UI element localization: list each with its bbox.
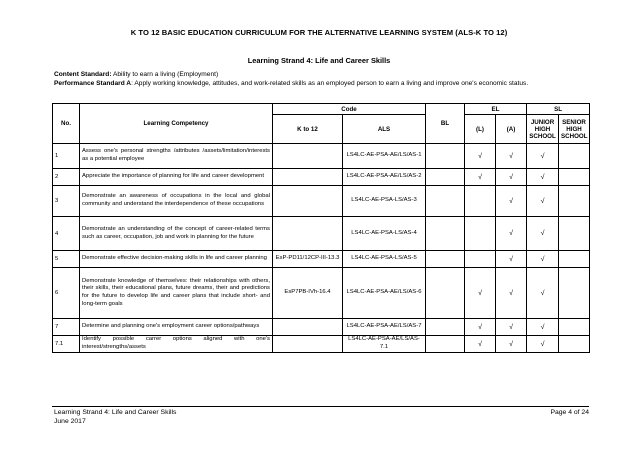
- header-competency: Learning Competency: [80, 104, 273, 144]
- sl-shs-cell: [559, 144, 590, 169]
- el-l-cell: [465, 186, 496, 217]
- el-a-cell-check-mark: √: [496, 217, 527, 251]
- performance-standard: [54, 80, 589, 89]
- k12-code: [273, 186, 343, 217]
- header-l: (L): [465, 115, 496, 144]
- el-l-cell-check-mark: √: [465, 319, 496, 336]
- als-code: LS4LC-AE-PSA-AE/LS/AS-7.1: [343, 336, 426, 353]
- el-a-cell-check-mark: √: [496, 336, 527, 353]
- bl-cell: [426, 319, 465, 336]
- header-no: No.: [53, 104, 80, 144]
- sl-shs-cell: [559, 336, 590, 353]
- content-standard-label: Content Standard:: [54, 71, 112, 78]
- sl-jhs-cell-check-mark: √: [527, 268, 559, 319]
- competency-table: [52, 103, 590, 353]
- als-code: LS4LC-AE-PSA-LS/AS-3: [343, 186, 426, 217]
- row-number: 6: [53, 268, 80, 319]
- table-row: [53, 336, 590, 353]
- footer-strand: Learning Strand 4: Life and Career Skills: [54, 409, 177, 416]
- bl-cell: [426, 217, 465, 251]
- performance-standard-text: : Apply working knowledge, attitudes, and work-related skills as an employed person to earn a living and improve one's economic status.: [131, 79, 529, 87]
- el-a-cell-check-mark: √: [496, 186, 527, 217]
- table-row: [53, 217, 590, 251]
- el-l-cell: [465, 251, 496, 268]
- k12-code: [273, 169, 343, 186]
- header-bl: BL: [426, 104, 465, 144]
- k12-code: [273, 144, 343, 169]
- sl-jhs-cell-check-mark: √: [527, 217, 559, 251]
- sl-shs-cell: [559, 268, 590, 319]
- sl-shs-cell: [559, 217, 590, 251]
- k12-code: EsP7PB-IVh-16.4: [273, 268, 343, 319]
- als-code: LS4LC-AE-PSA-LS/AS-4: [343, 217, 426, 251]
- row-number: 4: [53, 217, 80, 251]
- als-code: LS4LC-AE-PSA-AE/LS/AS-7: [343, 319, 426, 336]
- el-a-cell-check-mark: √: [496, 319, 527, 336]
- row-number: 3: [53, 186, 80, 217]
- header-sl: SL: [527, 104, 590, 115]
- competency-text: Appreciate the importance of planning for life and career development: [80, 169, 273, 186]
- bl-cell: [426, 186, 465, 217]
- row-number: 5: [53, 251, 80, 268]
- k12-code: EsP-PD11/12CP-III-13.3: [273, 251, 343, 268]
- sl-jhs-cell-check-mark: √: [527, 169, 559, 186]
- competency-text: Identify possible carrer options aligned with one's interest/strengths/assets: [80, 336, 273, 353]
- bl-cell: [426, 144, 465, 169]
- bl-cell: [426, 336, 465, 353]
- header-k12: K to 12: [273, 115, 343, 144]
- footer-date: June 2017: [54, 417, 86, 425]
- sl-jhs-cell-check-mark: √: [527, 336, 559, 353]
- als-code: LS4LC-AE-PSA-AE/LS/AS-6: [343, 268, 426, 319]
- sl-shs-cell: [559, 319, 590, 336]
- competency-text: Demonstrate an understanding of the concept of career-related terms such as career, occupation, job and work in planning for the future: [80, 217, 273, 251]
- competency-text: Assess one's personal strengths /attributes /assets/limitation/interests as a potential employee: [80, 144, 273, 169]
- k12-code: [273, 336, 343, 353]
- row-number: 7: [53, 319, 80, 336]
- table-row: [53, 144, 590, 169]
- sl-shs-cell: [559, 186, 590, 217]
- als-code: LS4LC-AE-PSA-AE/LS/AS-1: [343, 144, 426, 169]
- el-a-cell-check-mark: √: [496, 268, 527, 319]
- k12-code: [273, 319, 343, 336]
- content-standard-text: Ability to earn a living (Employment): [111, 71, 219, 78]
- el-l-cell-check-mark: √: [465, 336, 496, 353]
- row-number: 2: [53, 169, 80, 186]
- table-body: [53, 144, 590, 353]
- document-title: K TO 12 BASIC EDUCATION CURRICULUM FOR THE ALTERNATIVE LEARNING SYSTEM (ALS-K TO 12): [130, 28, 508, 37]
- row-number: 7.1: [53, 336, 80, 353]
- competency-text: Demonstrate knowledge of themselves: their relationships with others, their skills, their educational plans, future dreams, their and predictions for the future to develop life and career plans that include short- and long-term goals: [80, 268, 273, 319]
- als-code: LS4LC-AE-PSA-AE/LS/AS-2: [343, 169, 426, 186]
- sl-jhs-cell-check-mark: √: [527, 144, 559, 169]
- sl-jhs-cell-check-mark: √: [527, 251, 559, 268]
- el-a-cell-check-mark: √: [496, 169, 527, 186]
- header-a: (A): [496, 115, 527, 144]
- bl-cell: [426, 169, 465, 186]
- header-als: ALS: [343, 115, 426, 144]
- table-row: [53, 268, 590, 319]
- footer-divider: [52, 406, 589, 407]
- bl-cell: [426, 268, 465, 319]
- header-shs: SENIOR HIGH SCHOOL: [559, 115, 590, 144]
- table-row: [53, 319, 590, 336]
- el-l-cell-check-mark: √: [465, 169, 496, 186]
- row-number: 1: [53, 144, 80, 169]
- header-code: Code: [273, 104, 426, 115]
- competency-text: Demonstrate an awareness of occupations in the local and global community and understand the interdependence of these occupations: [80, 186, 273, 217]
- als-code: LS4LC-AE-PSA-LS/AS-5: [343, 251, 426, 268]
- el-a-cell-check-mark: √: [496, 144, 527, 169]
- footer-page-number: Page 4 of 24: [550, 409, 589, 416]
- sl-shs-cell: [559, 169, 590, 186]
- table-row: [53, 186, 590, 217]
- sl-shs-cell: [559, 251, 590, 268]
- performance-standard-label: Performance Standard A: [54, 79, 132, 87]
- content-standard: [54, 71, 589, 80]
- el-l-cell: [465, 217, 496, 251]
- table-row: [53, 169, 590, 186]
- standards-block: [54, 71, 589, 88]
- el-l-cell-check-mark: √: [465, 268, 496, 319]
- header-el: EL: [465, 104, 527, 115]
- table-header: [53, 104, 590, 144]
- page-footer: [54, 409, 589, 426]
- k12-code: [273, 217, 343, 251]
- el-l-cell-check-mark: √: [465, 144, 496, 169]
- strand-title: Learning Strand 4: Life and Career Skills: [247, 56, 391, 65]
- competency-text: Demonstrate effective decision-making skills in life and career planning: [80, 251, 273, 268]
- sl-jhs-cell-check-mark: √: [527, 319, 559, 336]
- bl-cell: [426, 251, 465, 268]
- table-row: [53, 251, 590, 268]
- el-a-cell-check-mark: √: [496, 251, 527, 268]
- header-jhs: JUNIOR HIGH SCHOOL: [527, 115, 559, 144]
- competency-text: Determine and planning one's employment career options/pathways: [80, 319, 273, 336]
- sl-jhs-cell-check-mark: √: [527, 186, 559, 217]
